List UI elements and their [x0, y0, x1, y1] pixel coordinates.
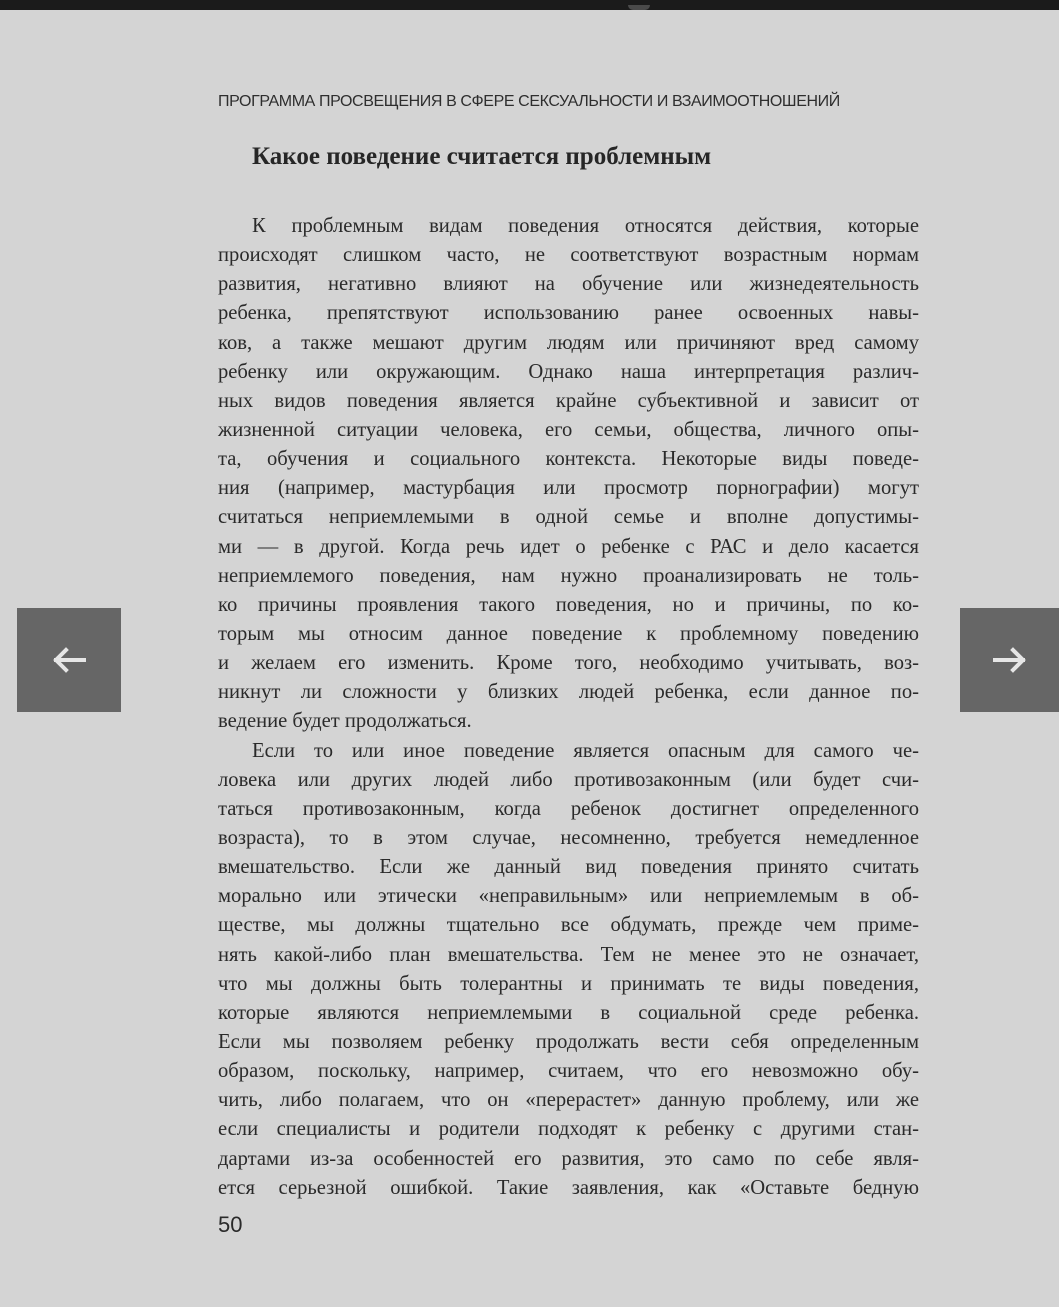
text-line: жизненной ситуации человека, его семьи, общества, личного опы-	[218, 418, 919, 441]
text-line: ребенка, препятствуют использованию ранее освоенных навы-	[218, 302, 919, 325]
text-line: Если мы позволяем ребенку продолжать вести себя определенным	[218, 1030, 919, 1053]
text-line: никнут ли сложности у близких людей ребенка, если данное по-	[218, 681, 919, 704]
text-line: ния (например, мастурбация или просмотр порнографии) могут	[218, 477, 919, 500]
text-line: К проблемным видам поведения относятся действия, которые	[252, 215, 919, 237]
previous-page-button[interactable]	[17, 608, 121, 712]
text-line: ществе, мы должны тщательно все обдумать, прежде чем приме-	[218, 914, 919, 937]
text-line: торым мы относим данное поведение к проблемному поведению	[218, 622, 919, 645]
body-text	[218, 212, 919, 1203]
text-line: таться противозаконным, когда ребенок достигнет определенного	[218, 797, 919, 820]
page-number: 50	[218, 1212, 243, 1237]
text-line: ми — в другой. Когда речь идет о ребенке с РАС и дело касается	[218, 535, 919, 558]
text-line: ется серьезной ошибкой. Такие заявления, как «Оставьте бедную	[218, 1176, 919, 1199]
text-line: ловека или других людей либо противозаконным (или будет счи-	[218, 768, 919, 791]
text-line: ребенку или окружающим. Однако наша интерпретация различ-	[218, 360, 919, 383]
text-line: происходят слишком часто, не соответствуют возрастным нормам	[218, 244, 919, 267]
text-line: считаться неприемлемыми в одной семье и вполне допустимы-	[218, 506, 919, 529]
next-page-button[interactable]	[960, 608, 1059, 712]
arrow-left-icon	[49, 645, 89, 675]
book-page	[0, 10, 1059, 1307]
text-line: которые являются неприемлемыми в социальной среде ребенка.	[218, 1001, 919, 1024]
text-line: если специалисты и родители подходят к ребенку с другими стан-	[218, 1118, 919, 1141]
arrow-right-icon	[990, 645, 1030, 675]
text-line: дартами из-за особенностей его развития, это само по себе явля-	[218, 1147, 919, 1170]
text-line: та, обучения и социального контекста. Некоторые виды поведе-	[218, 448, 919, 471]
text-line: развития, негативно влияют на обучение или жизнедеятельность	[218, 273, 919, 296]
text-line: неприемлемого поведения, нам нужно проанализировать не толь-	[218, 564, 919, 587]
text-line: и желаем его изменить. Кроме того, необходимо учитывать, воз-	[218, 652, 919, 675]
text-line: образом, поскольку, например, считаем, что его невозможно обу-	[218, 1060, 919, 1083]
text-line: нять какой-либо план вмешательства. Тем не менее это не означает,	[218, 943, 919, 966]
top-bar	[0, 0, 1059, 10]
text-line: чить, либо полагаем, что он «перерастет» данную проблему, или же	[218, 1089, 919, 1112]
running-header: ПРОГРАММА ПРОСВЕЩЕНИЯ В СФЕРЕ СЕКСУАЛЬНОСТИ И ВЗАИМООТНОШЕНИЙ	[218, 93, 840, 110]
text-line: что мы должны быть толерантны и принимать те виды поведения,	[218, 972, 919, 995]
text-line: Если то или иное поведение является опасным для самого че-	[252, 739, 919, 762]
text-line: ных видов поведения является крайне субъективной и зависит от	[218, 389, 919, 412]
text-line: морально или этически «неправильным» или неприемлемым в об-	[218, 885, 919, 908]
text-line: ко причины проявления такого поведения, но и причины, по ко-	[218, 593, 919, 616]
section-title: Какое поведение считается проблемным	[252, 143, 712, 170]
text-line: ведение будет продолжаться.	[218, 710, 472, 733]
text-line: вмешательство. Если же данный вид поведения принято считать	[218, 856, 919, 879]
text-line: ков, а также мешают другим людям или причиняют вред самому	[218, 331, 919, 354]
text-line: возраста), то в этом случае, несомненно, требуется немедленное	[218, 826, 919, 849]
